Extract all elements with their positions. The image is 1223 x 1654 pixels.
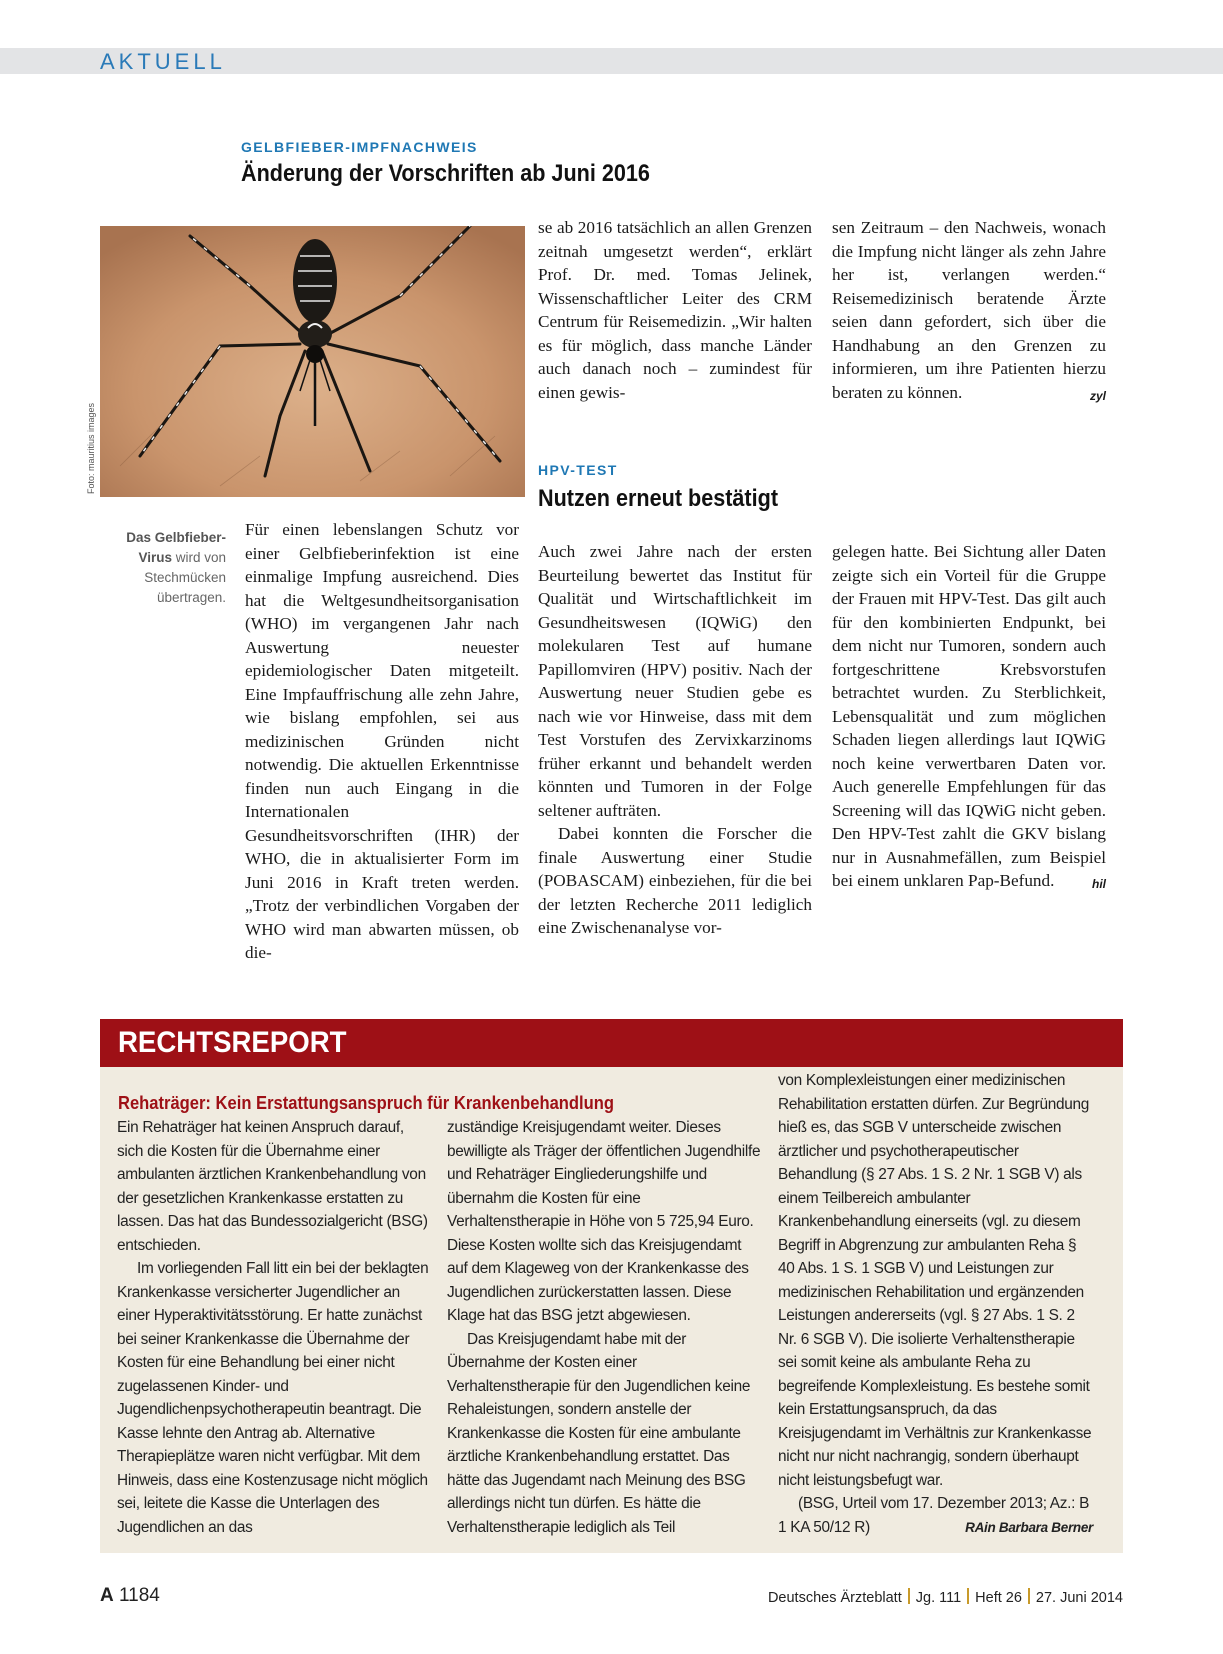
- rechtsreport-col3-p1: von Komplexleistungen einer medizinischen Rehabilitation erstatten dürfen. Zur Begründung hieß es, das SGB V unterscheide zwischen ärztlicher und psychotherapeutischer Behandlung (§ 27 Abs. 1 S. 2 Nr. 1 SGB V) als einem Teilbereich ambulanter Krankenbehandlung einerseits (vgl. zu diesem Begriff in Abgrenzung zur ambulanten Reha § 40 Abs. 1 S. 1 SGB V) und Leistungen zur medizinischen Rehabilitation und ergänzenden Leistungen andererseits (vgl. § 27 Abs. 1 S. 2 Nr. 6 SGB V). Die isolierte Verhaltenstherapie sei somit keine als ambulante Reha zu begreifende Komplexleistung. Es bestehe somit kein Erstattungsanspruch, da das Kreisjugendamt im Verhältnis zur Krankenkasse nicht nur nicht nachrangig, sondern überhaupt nicht leistungsbefugt war.: [778, 1072, 1092, 1489]
- article1-col3-text: sen Zeitraum – den Nachweis, wonach die Impfung nicht länger als zehn Jahre her ist, verlangen werden.“ Reisemedizinisch beratende Ärzte seien dann gefordert, sich über die Handhabung an den Grenzen zu informieren, um ihre Patienten hierzu beraten zu können.: [832, 218, 1106, 402]
- page-number-value: 1184: [119, 1585, 160, 1606]
- photo-caption: [96, 528, 226, 608]
- journal-issue: Heft 26: [975, 1590, 1022, 1606]
- rechtsreport-header: [100, 1019, 1123, 1067]
- journal-volume: Jg. 111: [915, 1590, 962, 1606]
- rechtsreport-col2-p1: zuständige Kreisjugendamt weiter. Dieses bewilligte als Träger der öffentlichen Jugendhilfe und Rehaträger Eingliederungshilfe und übernahm die Kosten für eine Verhaltenstherapie in Höhe von 5 725,94 Euro. Diese Kosten wollte sich das Kreisjugendamt auf dem Klageweg von der Krankenkasse des Jugendlichen zurückerstatten lassen. Diese Klage hat das BSG jetzt abgewiesen.: [447, 1119, 761, 1324]
- mosquito-photo: [100, 226, 525, 497]
- article1-col1: [245, 518, 519, 965]
- article1-headline: Änderung der Vorschriften ab Juni 2016: [241, 160, 650, 187]
- journal-info: [768, 1588, 1123, 1606]
- article1-col1-text: Für einen lebenslangen Schutz vor einer Gelbfieberinfektion ist eine einmalige Impfung ausreichend. Dies hat die Weltgesundheitsorganisation (WHO) im vergangenen Jahr nach Auswertung neuester epidemiologischer Daten mitgeteilt. Eine Impfauffrischung alle zehn Jahre, wie bislang empfohlen, sei aus medizinischen Gründen nicht notwendig. Die aktuellen Erkenntnisse finden nun auch Eingang in die Internationalen Gesundheitsvorschriften (IHR) der WHO, die in aktualisierter Form im Juni 2016 in Kraft treten werden. „Trotz der verbindlichen Vorgaben der WHO wird man abwarten müssen, ob die-: [245, 520, 519, 962]
- rechtsreport-label: RECHTSREPORT: [118, 1026, 347, 1059]
- article2-kicker: HPV-TEST: [538, 462, 618, 478]
- rechtsreport-col3: [778, 1069, 1093, 1539]
- photo-credit: Foto: mauritius images: [86, 402, 96, 494]
- article1-signature: zyl: [1089, 388, 1106, 403]
- journal-name: Deutsches Ärzteblatt: [767, 1590, 902, 1606]
- rechtsreport-col3-p2: (BSG, Urteil vom 17. Dezember 2013; Az.: B 1 KA 50/12 R): [778, 1495, 1090, 1536]
- article1-col3: [832, 216, 1106, 408]
- article1-kicker: GELBFIEBER-IMPFNACHWEIS: [241, 139, 478, 155]
- rechtsreport-col1-p2: Im vorliegenden Fall litt ein bei der beklagten Krankenkasse versicherter Jugendlicher an einer Hyperaktivitätsstörung. Er hatte zunächst bei seiner Krankenkasse die Übernahme der Kosten für eine Behandlung bei einer nicht zugelassenen Kinder- und Jugendlichenpsychotherapeutin beantragt. Die Kasse lehnte den Antrag ab. Alternative Therapieplätze waren nicht verfügbar. Mit dem Hinweis, dass eine Kostenzusage nicht möglich sei, leitete die Kasse die Unterlagen des Jugendlichen an das: [117, 1260, 429, 1536]
- separator: [908, 1588, 910, 1604]
- article2-headline: Nutzen erneut bestätigt: [538, 485, 779, 512]
- article2-col1-p2: Dabei konnten die Forscher die finale Auswertung einer Studie (POBASCAM) einbeziehen, für die bei der letzten Recherche 2011 lediglich eine Zwischenanalyse vor-: [538, 824, 812, 937]
- journal-date: 27. Juni 2014: [1035, 1590, 1123, 1606]
- caption-rest: wird von Stechmücken übertragen.: [144, 550, 226, 605]
- rechtsreport-col1: [117, 1116, 432, 1539]
- separator: [967, 1588, 969, 1604]
- section-label: AKTUELL: [100, 49, 226, 74]
- rechtsreport-col2-p2: Das Kreisjugendamt habe mit der Übernahme der Kosten einer Verhaltenstherapie für den Jugendlichen keine Rehaleistungen, sondern anstelle der Krankenkasse die Kosten für eine ambulante ärztliche Krankenbehandlung erstattet. Das hätte das Jugendamt nach Meinung des BSG allerdings nicht tun dürfen. Es hätte die Verhaltenstherapie lediglich als Teil: [447, 1330, 751, 1536]
- section-bar: [0, 48, 1223, 74]
- article2-signature: hil: [1092, 877, 1106, 891]
- rechtsreport-title: Rehaträger: Kein Erstattungsanspruch für Krankenbehandlung: [118, 1093, 614, 1113]
- article1-col2: [538, 216, 812, 404]
- article2-col2: [832, 540, 1106, 897]
- rechtsreport-col2: [447, 1116, 762, 1539]
- article2-col2-text: gelegen hatte. Bei Sichtung aller Daten zeigte sich ein Vorteil für die Gruppe der Frauen mit HPV-Test. Das gilt auch für den kombinierten Endpunkt, bei dem nicht nur Tumoren, sondern auch fortgeschrittene Krebsvorstufen betrachtet wurden. Zu Sterblichkeit, Lebensqualität und zum möglichen Schaden liegen allerdings laut IQWiG noch keine verwertbaren Daten vor. Auch generelle Empfehlungen für das Screening will das IQWiG nicht geben. Den HPV-Test zahlt die GKV bislang nur in Ausnahmefällen, zum Beispiel bei einem unklaren Pap-Befund.: [832, 542, 1106, 890]
- article2-col1: [538, 540, 812, 940]
- rechtsreport-signature: RAin Barbara Berner: [965, 1519, 1093, 1535]
- article2-col1-p1: Auch zwei Jahre nach der ersten Beurteilung bewertet das Institut für Qualität und Wirtschaftlichkeit im Gesundheitswesen (IQWiG) den molekularen Test auf humane Papillomviren (HPV) positiv. Nach der Auswertung neuer Studien gebe es nach wie vor Hinweise, dass mit dem Test Vorstufen des Zervixkarzinoms früher erkannt und behandelt werden könnten und Tumoren in der Folge seltener aufträten.: [538, 542, 812, 820]
- page-prefix: A: [100, 1585, 114, 1606]
- article1-col2-text: se ab 2016 tatsächlich an allen Grenzen zeitnah umgesetzt werden“, erklärt Prof. Dr. med. Tomas Jelinek, Wissenschaftlicher Leiter des CRM Centrum für Reisemedizin. „Wir halten es für möglich, dass manche Länder auch danach noch – zumindest für einen gewis-: [538, 218, 812, 402]
- rechtsreport-col1-p1: Ein Rehaträger hat keinen Anspruch darauf, sich die Kosten für die Übernahme einer ambulanten ärztlichen Krankenbehandlung von der gesetzlichen Krankenkasse erstatten zu lassen. Das hat das Bundessozialgericht (BSG) entschieden.: [117, 1119, 428, 1254]
- caption-bold: Das Gelbfieber-Virus: [126, 530, 226, 565]
- separator: [1028, 1588, 1030, 1604]
- page-number: [100, 1585, 160, 1607]
